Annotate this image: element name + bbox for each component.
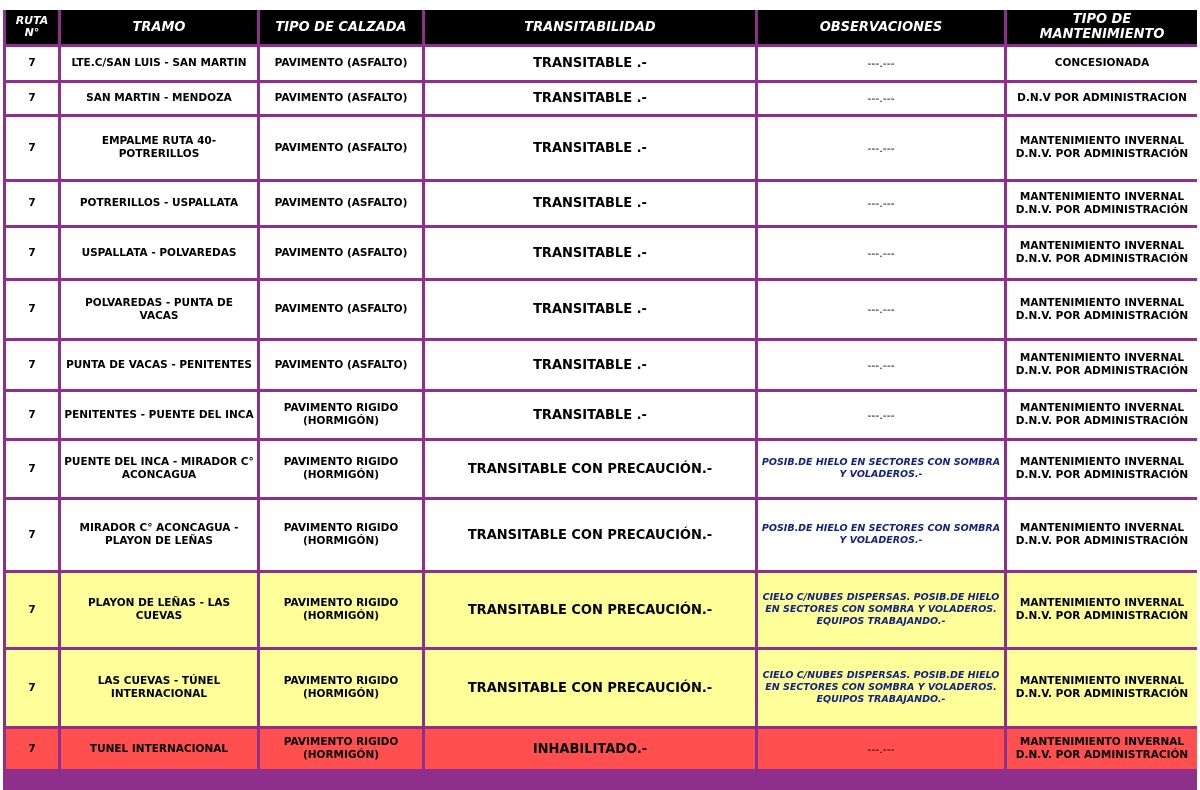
table-row bbox=[6, 441, 1197, 497]
cell-calzada: PAVIMENTO (ASFALTO) bbox=[260, 228, 422, 278]
cell-observaciones: ---.--- bbox=[758, 117, 1004, 179]
table-row bbox=[6, 117, 1197, 179]
cell-transitabilidad: TRANSITABLE .- bbox=[425, 341, 755, 389]
header-tramo: TRAMO bbox=[61, 10, 257, 44]
cell-mantenimiento: MANTENIMIENTO INVERNAL D.N.V. POR ADMINISTRACIÓN bbox=[1007, 729, 1197, 769]
cell-observaciones: ---.--- bbox=[758, 729, 1004, 769]
cell-calzada: PAVIMENTO RIGIDO (HORMIGÓN) bbox=[260, 573, 422, 647]
cell-observaciones: ---.--- bbox=[758, 182, 1004, 225]
cell-ruta: 7 bbox=[6, 47, 58, 80]
cell-ruta: 7 bbox=[6, 650, 58, 726]
cell-transitabilidad: INHABILITADO.- bbox=[425, 729, 755, 769]
cell-calzada: PAVIMENTO RIGIDO (HORMIGÓN) bbox=[260, 500, 422, 570]
cell-tramo: TUNEL INTERNACIONAL bbox=[61, 729, 257, 769]
cell-tramo: EMPALME RUTA 40- POTRERILLOS bbox=[61, 117, 257, 179]
cell-calzada: PAVIMENTO (ASFALTO) bbox=[260, 281, 422, 338]
cell-ruta: 7 bbox=[6, 392, 58, 438]
header-row bbox=[6, 10, 1197, 44]
cell-transitabilidad: TRANSITABLE .- bbox=[425, 182, 755, 225]
cell-mantenimiento: MANTENIMIENTO INVERNAL D.N.V. POR ADMINISTRACIÓN bbox=[1007, 441, 1197, 497]
cell-tramo: PENITENTES - PUENTE DEL INCA bbox=[61, 392, 257, 438]
header-ruta: RUTA N° bbox=[6, 10, 58, 44]
cell-tramo: PUNTA DE VACAS - PENITENTES bbox=[61, 341, 257, 389]
cell-transitabilidad: TRANSITABLE CON PRECAUCIÓN.- bbox=[425, 650, 755, 726]
header-tipo-calzada: TIPO DE CALZADA bbox=[260, 10, 422, 44]
cell-ruta: 7 bbox=[6, 281, 58, 338]
cell-observaciones: POSIB.DE HIELO EN SECTORES CON SOMBRA Y VOLADEROS.- bbox=[758, 500, 1004, 570]
header-transitabilidad: TRANSITABILIDAD bbox=[425, 10, 755, 44]
cell-calzada: PAVIMENTO (ASFALTO) bbox=[260, 341, 422, 389]
cell-tramo: LTE.C/SAN LUIS - SAN MARTIN bbox=[61, 47, 257, 80]
header-tipo-mantenimiento: TIPO DE MANTENIMIENTO bbox=[1007, 10, 1197, 44]
cell-mantenimiento: MANTENIMIENTO INVERNAL D.N.V. POR ADMINISTRACIÓN bbox=[1007, 117, 1197, 179]
cell-mantenimiento: MANTENIMIENTO INVERNAL D.N.V. POR ADMINISTRACIÓN bbox=[1007, 500, 1197, 570]
cell-tramo: MIRADOR C° ACONCAGUA - PLAYON DE LEÑAS bbox=[61, 500, 257, 570]
cell-transitabilidad: TRANSITABLE CON PRECAUCIÓN.- bbox=[425, 500, 755, 570]
cell-ruta: 7 bbox=[6, 729, 58, 769]
cell-mantenimiento: MANTENIMIENTO INVERNAL D.N.V. POR ADMINISTRACIÓN bbox=[1007, 392, 1197, 438]
cell-ruta: 7 bbox=[6, 182, 58, 225]
cell-mantenimiento: MANTENIMIENTO INVERNAL D.N.V. POR ADMINISTRACIÓN bbox=[1007, 650, 1197, 726]
cell-transitabilidad: TRANSITABLE CON PRECAUCIÓN.- bbox=[425, 441, 755, 497]
cell-calzada: PAVIMENTO (ASFALTO) bbox=[260, 47, 422, 80]
header-observaciones: OBSERVACIONES bbox=[758, 10, 1004, 44]
cell-tramo: POLVAREDAS - PUNTA DE VACAS bbox=[61, 281, 257, 338]
cell-ruta: 7 bbox=[6, 83, 58, 114]
table-row bbox=[6, 281, 1197, 338]
table-row bbox=[6, 228, 1197, 278]
table-row bbox=[6, 83, 1197, 114]
cell-transitabilidad: TRANSITABLE .- bbox=[425, 117, 755, 179]
cell-tramo: PLAYON DE LEÑAS - LAS CUEVAS bbox=[61, 573, 257, 647]
table-row bbox=[6, 182, 1197, 225]
cell-tramo: SAN MARTIN - MENDOZA bbox=[61, 83, 257, 114]
table-row bbox=[6, 729, 1197, 769]
cell-calzada: PAVIMENTO (ASFALTO) bbox=[260, 182, 422, 225]
cell-ruta: 7 bbox=[6, 573, 58, 647]
cell-ruta: 7 bbox=[6, 228, 58, 278]
cell-observaciones: ---.--- bbox=[758, 228, 1004, 278]
cell-mantenimiento: MANTENIMIENTO INVERNAL D.N.V. POR ADMINISTRACIÓN bbox=[1007, 228, 1197, 278]
cell-observaciones: ---.--- bbox=[758, 83, 1004, 114]
cell-transitabilidad: TRANSITABLE .- bbox=[425, 228, 755, 278]
cell-observaciones: ---.--- bbox=[758, 392, 1004, 438]
table-row bbox=[6, 341, 1197, 389]
cell-mantenimiento: D.N.V POR ADMINISTRACION bbox=[1007, 83, 1197, 114]
cell-observaciones: POSIB.DE HIELO EN SECTORES CON SOMBRA Y VOLADEROS.- bbox=[758, 441, 1004, 497]
cell-observaciones: ---.--- bbox=[758, 281, 1004, 338]
cell-calzada: PAVIMENTO RIGIDO (HORMIGÓN) bbox=[260, 729, 422, 769]
cell-mantenimiento: MANTENIMIENTO INVERNAL D.N.V. POR ADMINISTRACIÓN bbox=[1007, 182, 1197, 225]
cell-mantenimiento: CONCESIONADA bbox=[1007, 47, 1197, 80]
cell-tramo: POTRERILLOS - USPALLATA bbox=[61, 182, 257, 225]
table-row bbox=[6, 650, 1197, 726]
table-row bbox=[6, 392, 1197, 438]
cell-ruta: 7 bbox=[6, 441, 58, 497]
cell-observaciones: CIELO C/NUBES DISPERSAS. POSIB.DE HIELO EN SECTORES CON SOMBRA Y VOLADEROS. EQUIPOS TRABAJANDO.- bbox=[758, 650, 1004, 726]
table-row bbox=[6, 47, 1197, 80]
cell-calzada: PAVIMENTO (ASFALTO) bbox=[260, 117, 422, 179]
cell-observaciones: CIELO C/NUBES DISPERSAS. POSIB.DE HIELO EN SECTORES CON SOMBRA Y VOLADEROS. EQUIPOS TRABAJANDO.- bbox=[758, 573, 1004, 647]
cell-ruta: 7 bbox=[6, 117, 58, 179]
cell-observaciones: ---.--- bbox=[758, 341, 1004, 389]
cell-transitabilidad: TRANSITABLE CON PRECAUCIÓN.- bbox=[425, 573, 755, 647]
cell-transitabilidad: TRANSITABLE .- bbox=[425, 392, 755, 438]
cell-mantenimiento: MANTENIMIENTO INVERNAL D.N.V. POR ADMINISTRACIÓN bbox=[1007, 341, 1197, 389]
cell-ruta: 7 bbox=[6, 341, 58, 389]
cell-calzada: PAVIMENTO (ASFALTO) bbox=[260, 83, 422, 114]
cell-tramo: PUENTE DEL INCA - MIRADOR C° ACONCAGUA bbox=[61, 441, 257, 497]
cell-mantenimiento: MANTENIMIENTO INVERNAL D.N.V. POR ADMINISTRACIÓN bbox=[1007, 281, 1197, 338]
cell-tramo: LAS CUEVAS - TÚNEL INTERNACIONAL bbox=[61, 650, 257, 726]
cell-transitabilidad: TRANSITABLE .- bbox=[425, 83, 755, 114]
cell-calzada: PAVIMENTO RIGIDO (HORMIGÓN) bbox=[260, 441, 422, 497]
cell-ruta: 7 bbox=[6, 500, 58, 570]
cell-transitabilidad: TRANSITABLE .- bbox=[425, 47, 755, 80]
road-status-table-frame bbox=[3, 10, 1197, 790]
cell-calzada: PAVIMENTO RIGIDO (HORMIGÓN) bbox=[260, 392, 422, 438]
cell-tramo: USPALLATA - POLVAREDAS bbox=[61, 228, 257, 278]
table-row bbox=[6, 573, 1197, 647]
cell-transitabilidad: TRANSITABLE .- bbox=[425, 281, 755, 338]
table-row bbox=[6, 500, 1197, 570]
road-status-table bbox=[3, 7, 1200, 772]
cell-calzada: PAVIMENTO RIGIDO (HORMIGÓN) bbox=[260, 650, 422, 726]
cell-observaciones: ---.--- bbox=[758, 47, 1004, 80]
cell-mantenimiento: MANTENIMIENTO INVERNAL D.N.V. POR ADMINISTRACIÓN bbox=[1007, 573, 1197, 647]
